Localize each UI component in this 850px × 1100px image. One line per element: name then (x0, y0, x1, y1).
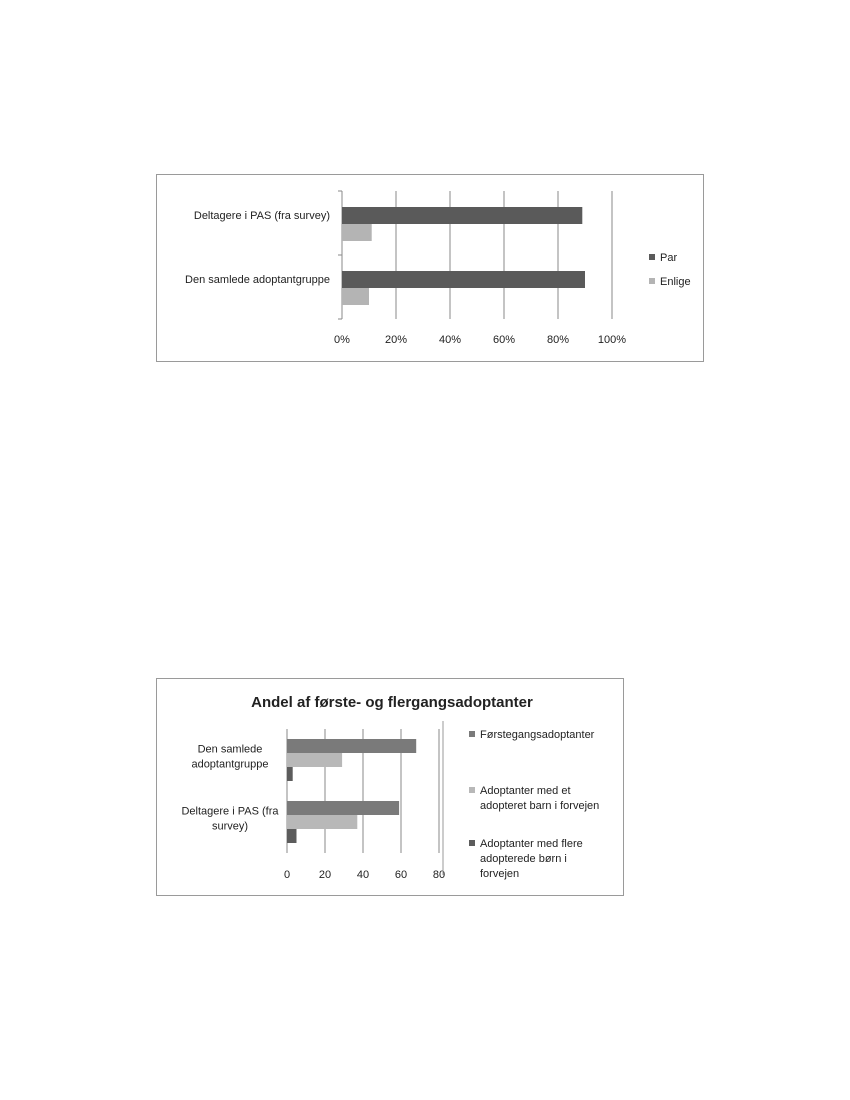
chart-1-svg (157, 175, 705, 363)
category-label: Den samlede (197, 743, 263, 756)
bar-1-2 (287, 829, 297, 843)
x-tick-label: 80 (432, 869, 446, 881)
legend-label: adopteret barn i forvejen (480, 800, 600, 812)
bar-0-2 (287, 767, 293, 781)
legend-label: Førstegangsadoptanter (480, 729, 595, 741)
legend-swatch (649, 278, 655, 284)
x-tick-label: 60 (394, 869, 408, 881)
bar-0-1 (342, 224, 372, 241)
legend-label: Adoptanter med et (480, 785, 571, 797)
x-tick-label: 20 (318, 869, 332, 881)
chart-2-svg (157, 679, 625, 897)
category-label: Deltagere i PAS (fra (181, 805, 279, 818)
x-tick-label: 40 (356, 869, 370, 881)
bar-0-1 (287, 753, 342, 767)
bar-1-0 (342, 271, 585, 288)
category-label: survey) (211, 820, 249, 833)
legend-label: forvejen (480, 868, 520, 880)
legend-swatch (469, 787, 475, 793)
x-tick-label: 0% (334, 334, 350, 346)
legend-swatch (469, 731, 475, 737)
bar-1-0 (287, 801, 399, 815)
chart-adoptant-share (156, 678, 624, 896)
chart-title: Andel af første- og flergangsadoptanter (251, 694, 533, 711)
x-tick-label: 40% (438, 334, 462, 346)
chart-par-enlige (156, 174, 704, 362)
x-tick-label: 60% (492, 334, 516, 346)
bar-0-0 (342, 207, 582, 224)
bar-1-1 (342, 288, 369, 305)
x-tick-label: 20% (384, 334, 408, 346)
x-tick-label: 100% (597, 334, 627, 346)
category-label: Den samlede adoptantgruppe (185, 274, 330, 286)
legend-swatch (649, 254, 655, 260)
bar-0-0 (287, 739, 416, 753)
x-tick-label: 0 (283, 869, 291, 881)
legend-label: Adoptanter med flere (480, 838, 583, 850)
legend-swatch (469, 840, 475, 846)
bar-1-1 (287, 815, 357, 829)
category-label: Deltagere i PAS (fra survey) (193, 210, 330, 222)
legend-label: Enlige (660, 276, 691, 288)
legend-label: adopterede børn i (480, 853, 567, 865)
x-tick-label: 80% (546, 334, 570, 346)
category-label: adoptantgruppe (191, 758, 269, 771)
legend-label: Par (660, 252, 678, 264)
